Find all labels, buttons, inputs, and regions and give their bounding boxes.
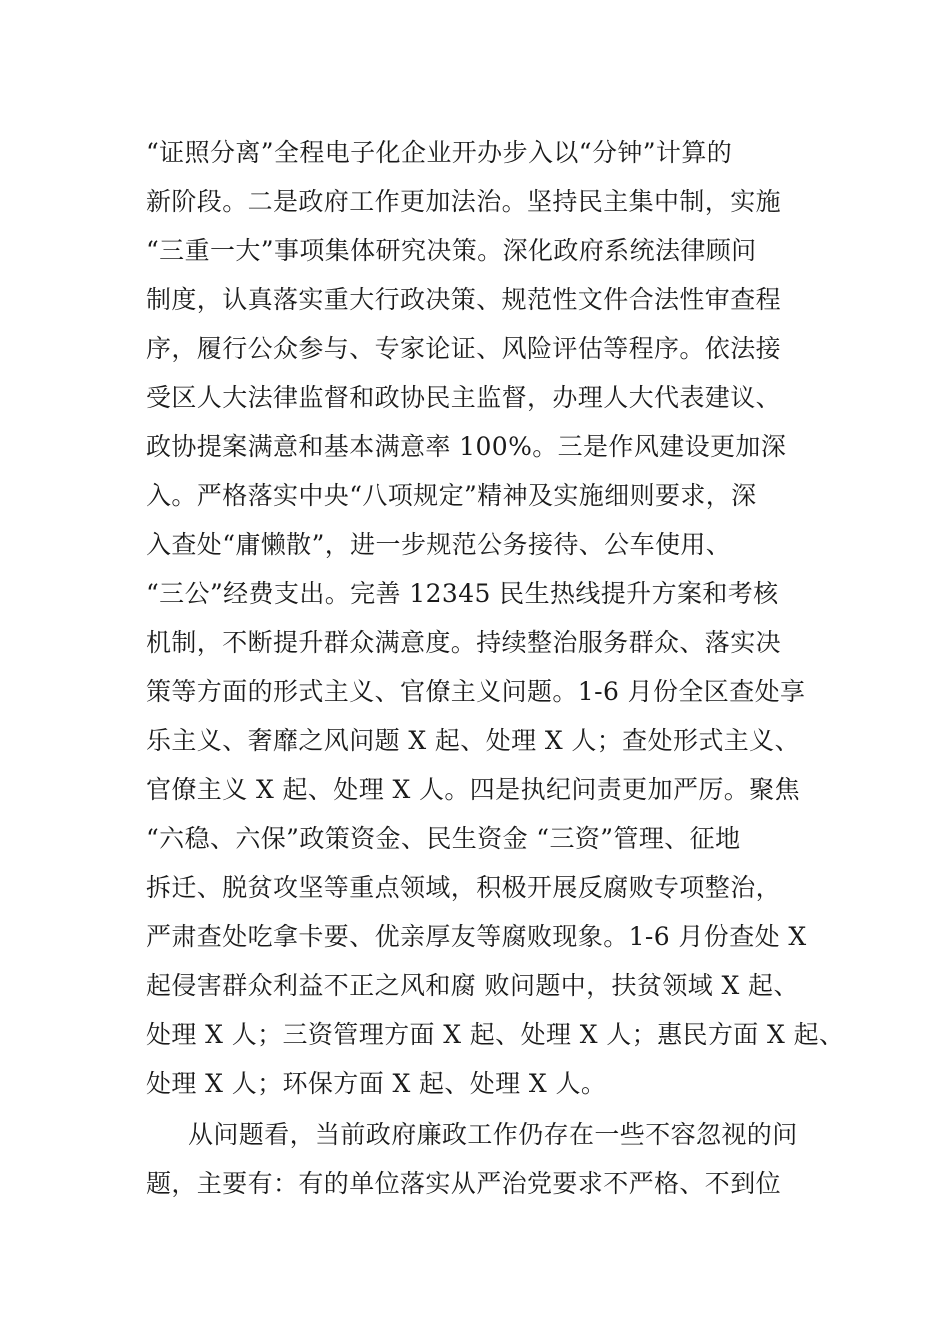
text-line: 序，履行公众参与、专家论证、风险评估等程序。依法接 [146,334,782,363]
text-line: 乐主义、奢靡之风问题 X 起、处理 X 人；查处形式主义、 [146,726,800,755]
text-line: 处理 X 人；三资管理方面 X 起、处理 X 人；惠民方面 X 起、 [146,1020,845,1049]
document-body [146,128,846,1208]
text-line: 起侵害群众利益不正之风和腐 败问题中，扶贫领域 X 起、 [146,971,799,1000]
text-line: 受区人大法律监督和政协民主监督，办理人大代表建议、 [146,383,782,412]
paragraph-2 [146,1110,846,1208]
text-line: 入查处“庸懒散”，进一步规范公务接待、公车使用、 [146,530,732,559]
text-line: 策等方面的形式主义、官僚主义问题。1-6 月份全区查处享 [146,677,806,706]
text-line: 拆迁、脱贫攻坚等重点领域，积极开展反腐败专项整治， [146,873,782,902]
text-line: 官僚主义 X 起、处理 X 人。四是执纪问责更加严厉。聚焦 [146,775,800,804]
text-line: 严肃查处吃拿卡要、优亲厚友等腐败现象。1-6 月份查处 X [146,922,807,951]
text-line: 新阶段。二是政府工作更加法治。坚持民主集中制，实施 [146,187,782,216]
text-line: 处理 X 人；环保方面 X 起、处理 X 人。 [146,1069,607,1098]
text-line: 从问题看，当前政府廉政工作仍存在一些不容忽视的问 [188,1120,798,1149]
text-line: “三公”经费支出。完善 12345 民生热线提升方案和考核 [146,579,779,608]
paragraph-1 [146,128,846,1108]
text-line: “证照分离”全程电子化企业开办步入以“分钟”计算的 [146,138,733,167]
text-line: 题，主要有：有的单位落实从严治党要求不严格、不到位 [146,1169,782,1198]
text-line: “六稳、六保”政策资金、民生资金 “三资”管理、征地 [146,824,741,853]
text-line: “三重一大”事项集体研究决策。深化政府系统法律顾问 [146,236,757,265]
text-line: 制度，认真落实重大行政决策、规范性文件合法性审查程 [146,285,782,314]
text-line: 机制，不断提升群众满意度。持续整治服务群众、落实决 [146,628,782,657]
text-line: 政协提案满意和基本满意率 100%。三是作风建设更加深 [146,432,787,461]
text-line: 入。严格落实中央“八项规定”精神及实施细则要求，深 [146,481,757,510]
